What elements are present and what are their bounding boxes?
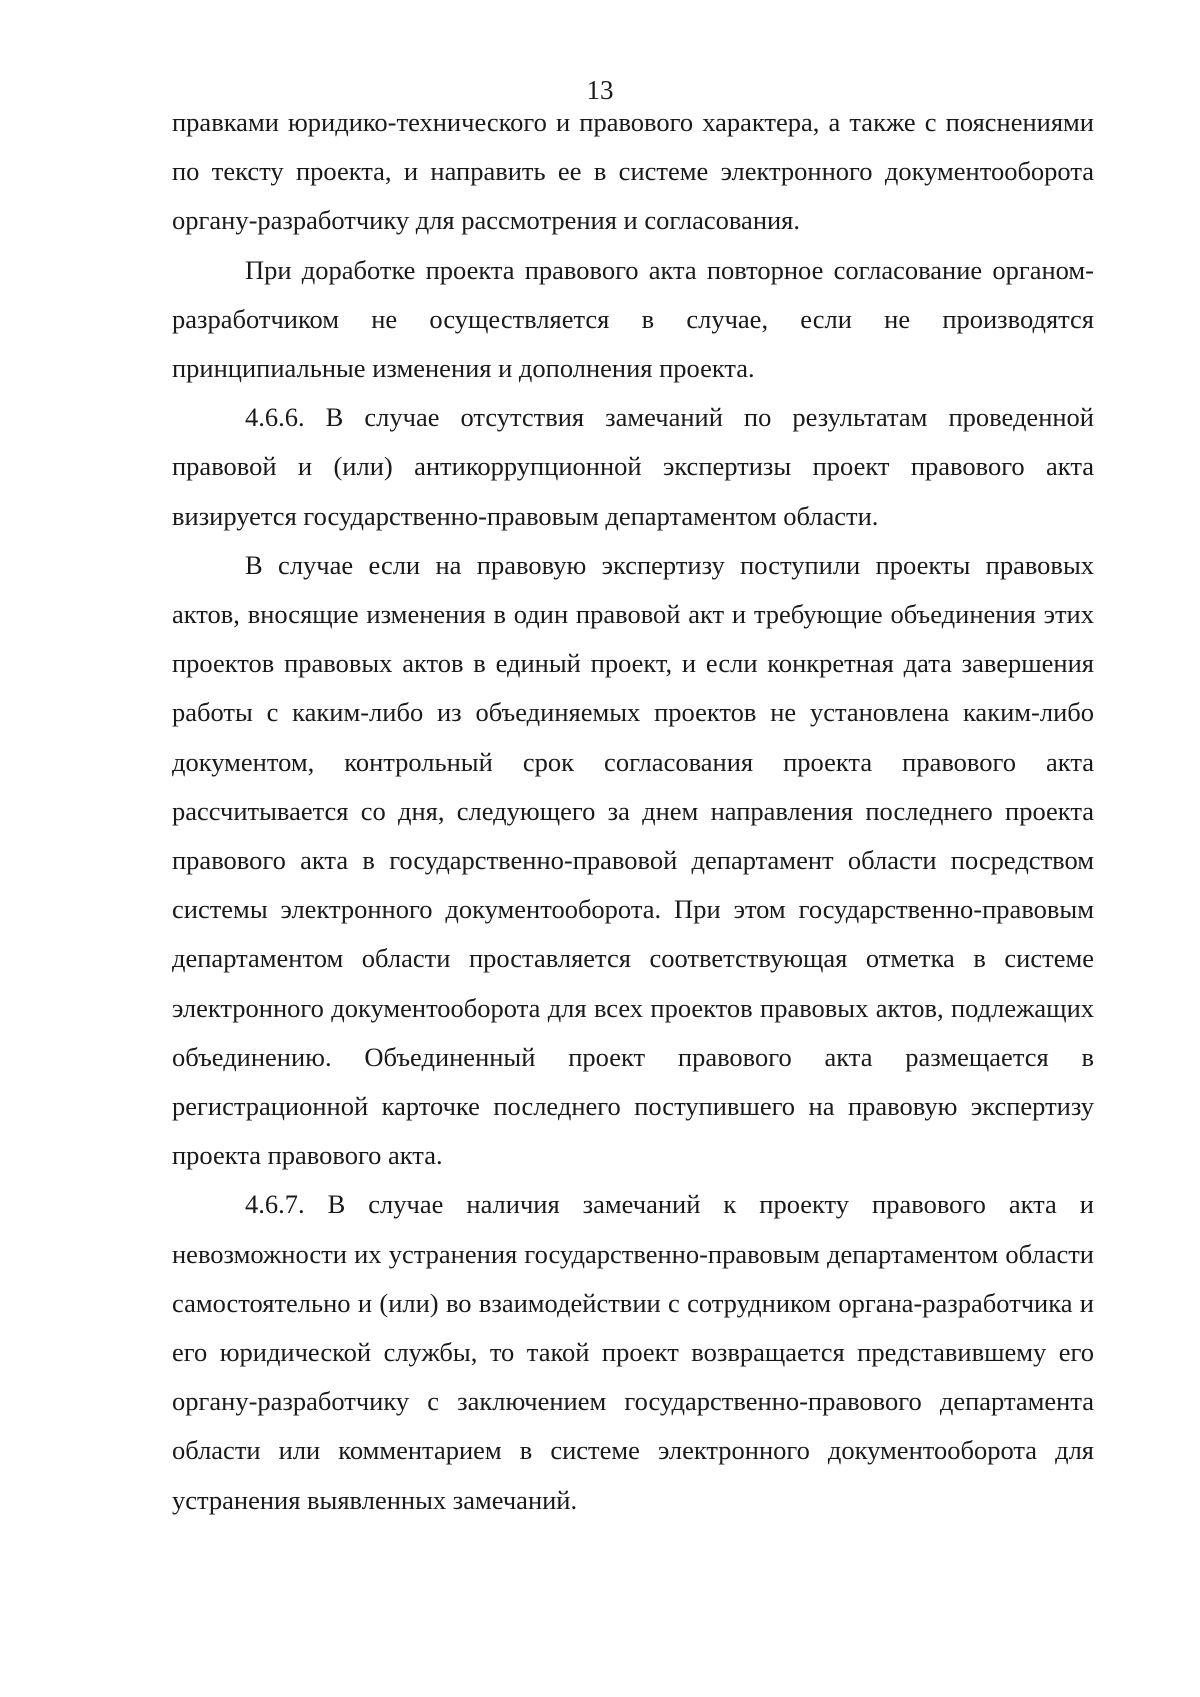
paragraph-continuation: правками юридико-технического и правового характера, а также с пояснениями по тексту проекта, и направить ее в системе электронного документооборота органу-разработчику для рассмотрения и согласования. <box>172 107 1094 236</box>
document-body <box>172 98 1094 1525</box>
paragraph-revision: При доработке проекта правового акта повторное согласование органом-разработчиком не осуществляется в случае, если не производятся принципиальные изменения и дополнения проекта. <box>172 254 1094 384</box>
page-number: 13 <box>586 75 614 105</box>
paragraph-4-6-6: 4.6.6. В случае отсутствия замечаний по результатам проведенной правовой и (или) антикоррупционной экспертизы проект правового акта визируется государственно-правовым департаментом области. <box>172 402 1094 531</box>
paragraph-4-6-7: 4.6.7. В случае наличия замечаний к проекту правового акта и невозможности их устранения государственно-правовым департаментом области самостоятельно и (или) во взаимодействии с сотрудником органа-разработчика и его юридической службы, то такой проект возвращается представившему его органу-разработчику с заключением государственно-правового департамента области или комментарием в системе электронного документооборота для устранения выявленных замечаний. <box>172 1189 1094 1515</box>
paragraph-merged-projects: В случае если на правовую экспертизу поступили проекты правовых актов, вносящие изменения в один правовой акт и требующие объединения этих проектов правовых актов в единый проект, и если конкретная дата завершения работы с каким-либо из объединяемых проектов не установлена каким-либо документом, контрольный срок согласования проекта правового акта рассчитывается со дня, следующего за днем направления последнего проекта правового акта в государственно-правовой департамент области посредством системы электронного документооборота. При этом государственно-правовым департаментом области проставляется соответствующая отметка в системе электронного документооборота для всех проектов правовых актов, подлежащих объединению. Объединенный проект правового акта размещается в регистрационной карточке последнего поступившего на правовую экспертизу проекта правового акта. <box>172 549 1094 1171</box>
